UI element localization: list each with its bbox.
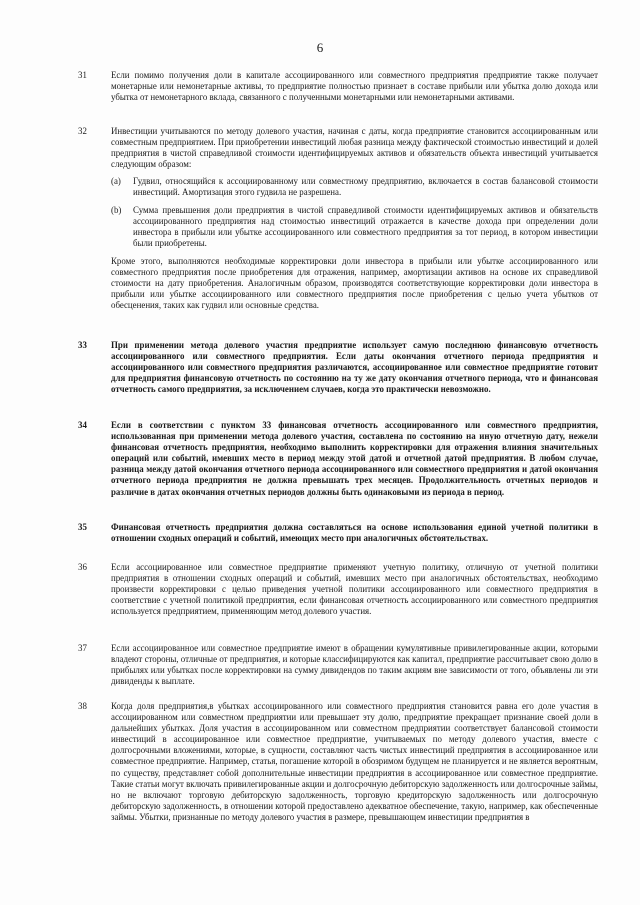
paragraph-text: Если ассоциированное или совместное предприятие имеют в обращении кумулятивные привилегированные акции, которыми владеют стороны, отличные от предприятия, и которые классифицируются как капитал, предприятие рассчитывает свою долю в прибылях или убытках после корректировки на сумму дивидендов по таким акциям вне зависимости от того, объявлены ли эти дивиденды к выплате. (111, 643, 598, 687)
paragraph-33 (78, 340, 598, 395)
paragraph-35 (78, 522, 598, 544)
subitem-b (111, 205, 598, 249)
paragraph-number: 36 (78, 562, 87, 572)
subitem-label: (a) (111, 176, 121, 187)
paragraph-number: 37 (78, 643, 87, 653)
subitem-label: (b) (111, 204, 122, 215)
paragraph-37 (78, 643, 598, 687)
paragraph-text: При применении метода долевого участия предприятие использует самую последнюю финансовую отчетность ассоциированного или совместного предприятия. Если даты окончания отчетного периода предприятия и ассоциированного или совместного предприятия различаются, ассоциированное или совместное предприятие готовит для предприятия финансовую отчетность по состоянию на ту же дату окончания отчетного периода, что и финансовая отчетность самого предприятия, за исключением случаев, когда это практически невозможно. (111, 340, 598, 395)
paragraph-36 (78, 562, 598, 617)
subitem-a (111, 176, 598, 198)
paragraph-text: Если в соответствии с пунктом 33 финансовая отчетность ассоциированного или совместного предприятия, использованная при применении метода долевого участия, составлена по состоянию на иную отчетную дату, нежели финансовая отчетность предприятия, необходимо выполнить корректировки для отражения влияния значительных операций или событий, имевших место в период между этой датой и отчетной датой предприятия. В любом случае, разница между датой окончания отчетного периода ассоциированного или совместного предприятия и датой окончания отчетного периода предприятия не должна превышать трех месяцев. Продолжительность отчетных периодов и различие в датах окончания отчетных периодов должны быть одинаковыми из периода в период. (111, 420, 598, 497)
paragraph-number: 35 (78, 522, 87, 532)
paragraph-number: 33 (78, 340, 87, 350)
page-number: 6 (316, 40, 324, 55)
paragraph-text: Если ассоциированное или совместное предприятие применяют учетную политику, отличную от учетной политики предприятия в отношении сходных операций и событий, имевших место при аналогичных обстоятельствах, необходимо произвести корректировки с целью приведения учетной политики ассоциированного или совместного предприятия в соответствие с учетной политикой предприятия, если финансовая отчетность ассоциированного или совместного предприятия используется предприятием, применяющим метод долевого участия. (111, 562, 598, 617)
subitem-text: Сумма превышения доли предприятия в чистой справедливой стоимости идентифицируемых активов и обязательств ассоциированного предприятия над стоимостью инвестиций отражается в качестве дохода при определении доли инвестора в прибыли или убытке ассоциированного или совместного предприятия за тот период, в котором инвестиции были приобретены. (133, 204, 598, 248)
paragraph-38 (78, 701, 598, 823)
paragraph-number: 34 (78, 420, 87, 430)
subitem-text: Гудвил, относящийся к ассоциированному или совместному предприятию, включается в состав балансовой стоимости инвестиций. Амортизация этого гудвила не разрешена. (133, 176, 598, 198)
paragraph-text: Инвестиции учитываются по методу долевого участия, начиная с даты, когда предприятие становится ассоциированным или совместным предприятием. При приобретении инвестиций любая разница между фактической стоимостью инвестиций и долей предприятия в чистой справедливой стоимости идентифицируемых активов и обязательств объекта инвестиций учитывается следующим образом: (111, 126, 598, 170)
paragraph-continuation: Кроме этого, выполняются необходимые корректировки доли инвестора в прибыли или убытке ассоциированного или совместного предприятия после приобретения для отражения, например, амортизации активов на основе их справедливой стоимости на дату приобретения. Аналогичным образом, производятся соответствующие корректировки доли инвестора в прибыли или убытке ассоциированного или совместного предприятия после приобретения с целью учета убытков от обесценения, таких как гудвил или основные средства. (111, 255, 598, 311)
paragraph-34 (78, 420, 598, 498)
paragraph-32 (78, 126, 598, 311)
paragraph-text: Когда доля предприятия,в убытках ассоциированного или совместного предприятия становится равна его доле участия в ассоциированном или совместном предприятии или превышает эту долю, предприятие прекращает признание своей доли в дальнейших убытках. Доля участия в ассоциированном или совместном предприятии соответствует балансовой стоимости инвестиций в ассоциированное или совместное предприятие, учитываемых по методу долевого участия, вместе с долгосрочными вложениями, которые, в сущности, составляют часть чистых инвестиций предприятия в ассоциированное или совместное предприятие. Например, статья, погашение которой в обозримом будущем не планируется и не является вероятным, по существу, представляет собой дополнительные инвестиции предприятия в ассоциированное или совместное предприятие. Такие статьи могут включать привилегированные акции и долгосрочную дебиторскую задолженность или долгосрочные займы, но не включают торговую дебиторскую задолженность, торговую кредиторскую задолженность или долгосрочную дебиторскую задолженность, в отношении которой предоставлено адекватное обеспечение, такую, например, как обеспеченные займы. Убытки, признанные по методу долевого участия в размере, превышающем инвестиции предприятия в (111, 701, 598, 822)
paragraph-text: Если помимо получения доли в капитале ассоциированного или совместного предприятия предприятие также получает монетарные или немонетарные активы, то предприятие полностью признает в составе прибыли или убытка долю дохода или убытка от немонетарного вклада, связанного с полученными монетарными или немонетарными активами. (111, 70, 598, 103)
paragraph-number: 32 (78, 126, 87, 136)
paragraph-text: Финансовая отчетность предприятия должна составляться на основе использования единой учетной политики в отношении сходных операций и событий, имеющих место при аналогичных обстоятельствах. (111, 522, 598, 544)
paragraph-number: 31 (78, 70, 87, 80)
paragraph-number: 38 (78, 701, 87, 711)
paragraph-31 (78, 70, 598, 103)
